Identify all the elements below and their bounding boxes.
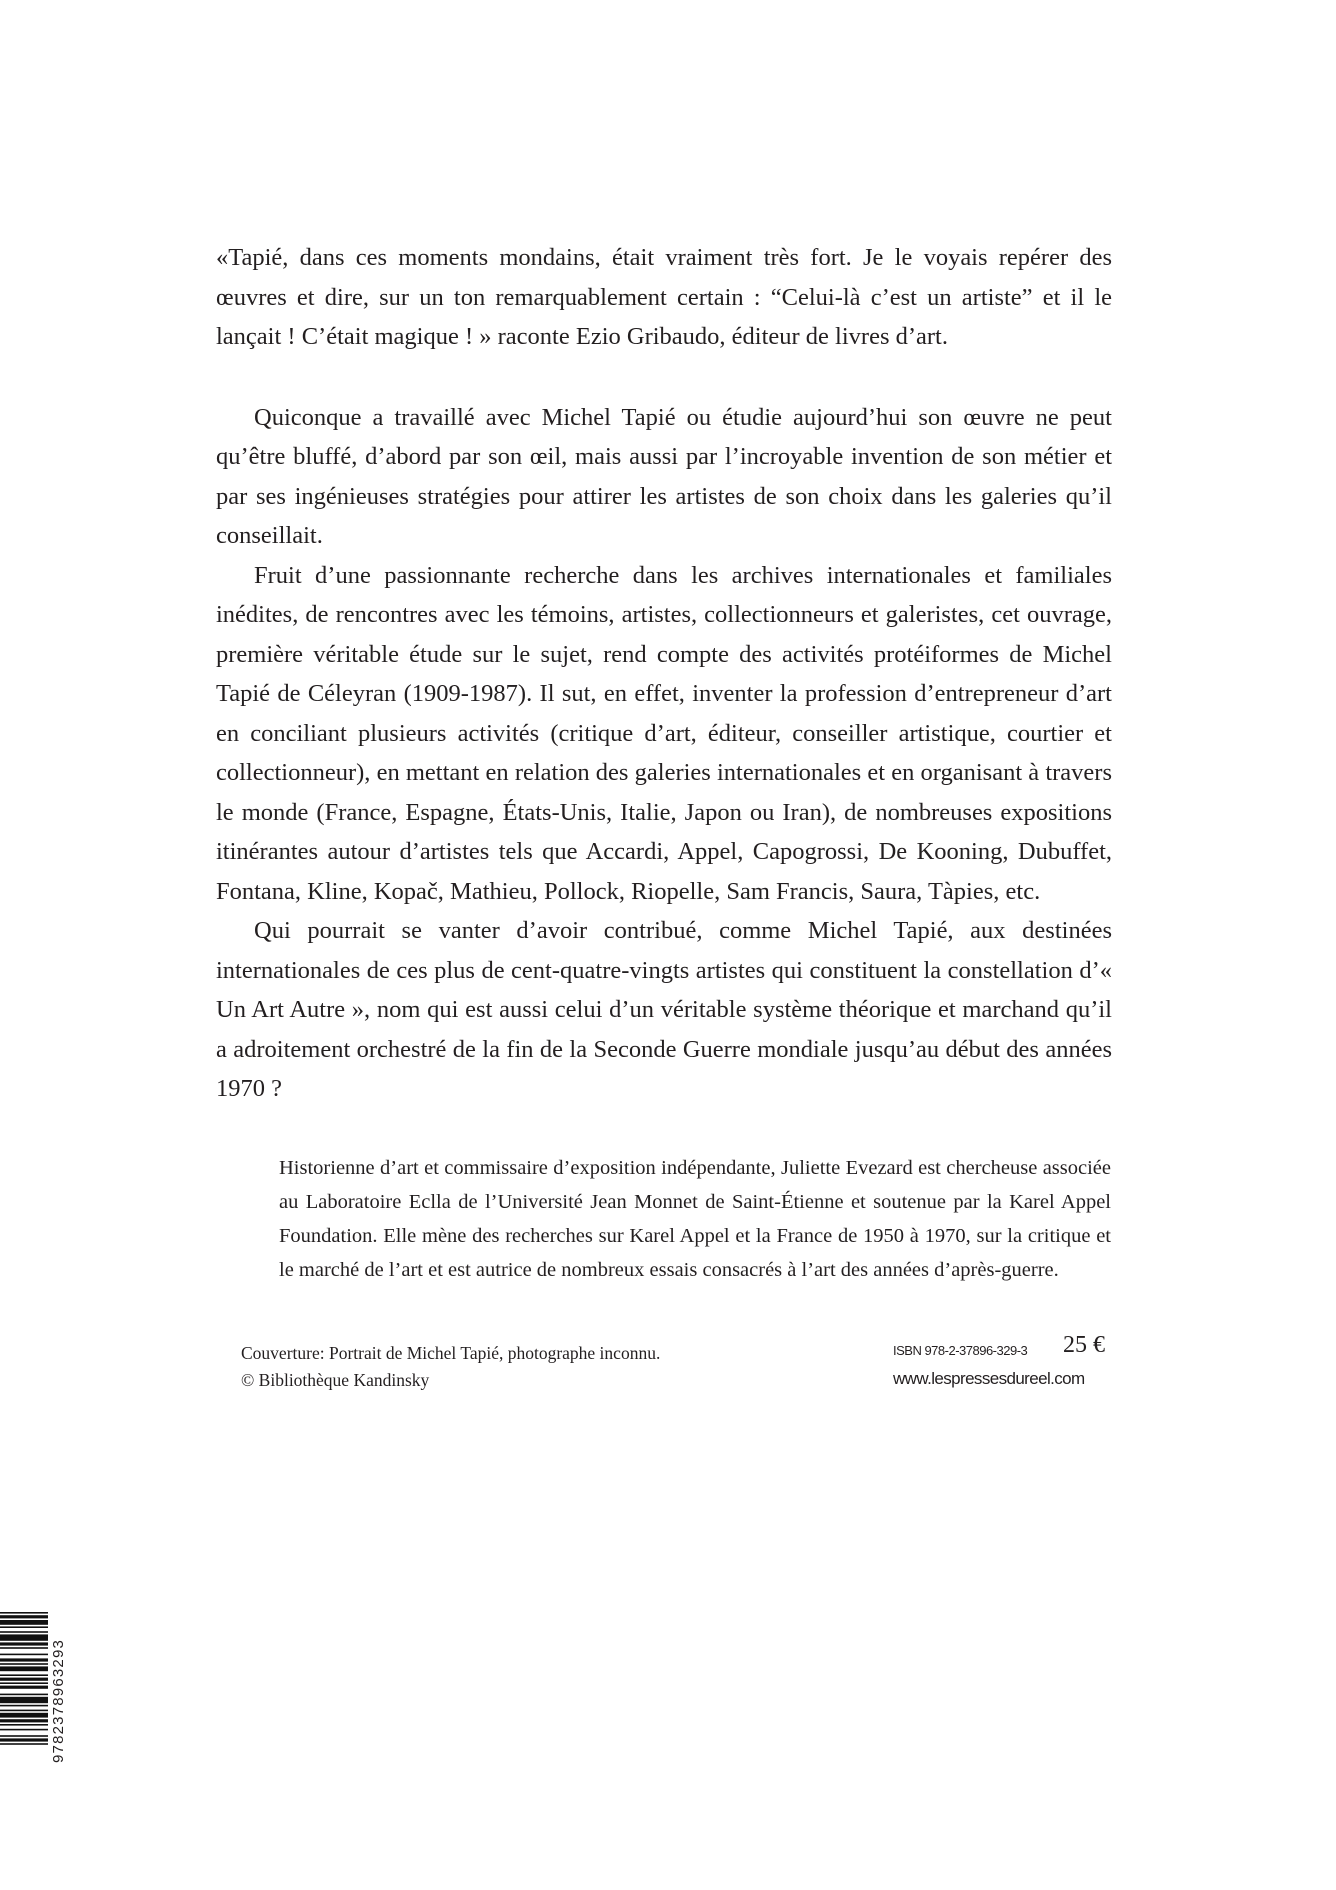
body-paragraph: Qui pourrait se vanter d’avoir contribué, comme Michel Tapié, aux destinées internationales de ces plus de cent-quatre-vingts artistes qui constituent la constellation d’« Un Art Autre », nom qui est aussi celui d’un véritable système théorique et marchand qu’il a adroitement orchestré de la fin de la Seconde Guerre mondiale jusqu’au début des années 1970 ? [216, 917, 1112, 1102]
barcode-bar [0, 1743, 48, 1745]
barcode-bar [0, 1647, 48, 1649]
barcode-bar [0, 1666, 48, 1671]
cover-credit [241, 1340, 660, 1394]
barcode-bar [0, 1658, 48, 1661]
barcode-bar [0, 1654, 48, 1656]
isbn: ISBN 978-2-37896-329-3 [893, 1343, 1028, 1358]
barcode-bar [0, 1705, 48, 1707]
barcode-bar [0, 1694, 48, 1696]
price: 25 € [1063, 1332, 1105, 1358]
barcode-bar [0, 1738, 48, 1741]
barcode-bar [0, 1678, 48, 1681]
barcode-bar [0, 1612, 48, 1614]
barcode-bar [0, 1710, 48, 1712]
barcode-bar [0, 1724, 48, 1726]
barcode-bar [0, 1729, 48, 1731]
barcode-bar [0, 1674, 48, 1676]
copyright-line: © Bibliothèque Kandinsky [241, 1370, 430, 1390]
barcode-bar [0, 1735, 48, 1737]
barcode-bar [0, 1719, 48, 1722]
barcode-bar [0, 1663, 48, 1665]
cover-credit-line: Couverture: Portrait de Michel Tapié, photographe inconnu. [241, 1343, 661, 1363]
quote-paragraph: «Tapié, dans ces moments mondains, était vraiment très fort. Je le voyais repérer des œuvres et dire, sur un ton remarquablement certain : “Celui-là c’est un artiste” et il le lançait ! C’était magique ! » raconte Ezio Gribaudo, éditeur de livres d’art. [216, 244, 1112, 350]
publisher-website: www.lespressesdureel.com [893, 1369, 1085, 1388]
barcode-bar [0, 1626, 48, 1628]
back-cover-text [216, 238, 1112, 1109]
author-bio: Historienne d’art et commissaire d’exposition indépendante, Juliette Evezard est chercheuse associée au Laboratoire Eclla de l’Université Jean Monnet de Saint-Étienne et soutenue par la Karel Appel Foundation. Elle mène des recherches sur Karel Appel et la France de 1950 à 1970, sur la critique et le marché de l’art et est autrice de nombreux essais consacrés à l’art des années d’après-guerre. [279, 1156, 1111, 1281]
barcode-bar [0, 1634, 48, 1640]
barcode-bar [0, 1686, 48, 1689]
barcode-bar [0, 1615, 48, 1618]
barcode-bar [0, 1713, 48, 1718]
barcode-bar [0, 1620, 48, 1625]
body-paragraph: Quiconque a travaillé avec Michel Tapié ou étudie aujourd’hui son œuvre ne peut qu’être bluffé, d’abord par son œil, mais aussi par l’incroyable invention de son métier et par ses ingénieuses stratégies pour attirer les artistes de son choix dans les galeries qu’il conseillait. [216, 403, 1112, 549]
barcode [0, 1612, 48, 1790]
barcode-bar [0, 1697, 48, 1703]
barcode-bar [0, 1642, 48, 1645]
barcode-digits: 9782378963293 [50, 1638, 67, 1764]
barcode-bar [0, 1631, 48, 1633]
barcode-bar [0, 1682, 48, 1684]
body-paragraph: Fruit d’une passionnante recherche dans les archives internationales et familiales inédites, de rencontres avec les témoins, artistes, collectionneurs et galeristes, cet ouvrage, première véritable étude sur le sujet, rend compte des activités protéiformes de Michel Tapié de Céleyran (1909-1987). Il sut, en effet, inventer la profession d’entrepreneur d’art en conciliant plusieurs activités (critique d’art, éditeur, conseiller artistique, courtier et collectionneur), en mettant en relation des galeries internationales et en organisant à travers le monde (France, Espagne, États-Unis, Italie, Japon ou Iran), de nombreuses expositions itinérantes autour d’artistes tels que Accardi, Appel, Capogrossi, De Kooning, Dubuffet, Fontana, Kline, Kopač, Mathieu, Pollock, Riopelle, Sam Francis, Saura, Tàpies, etc. [216, 561, 1112, 905]
